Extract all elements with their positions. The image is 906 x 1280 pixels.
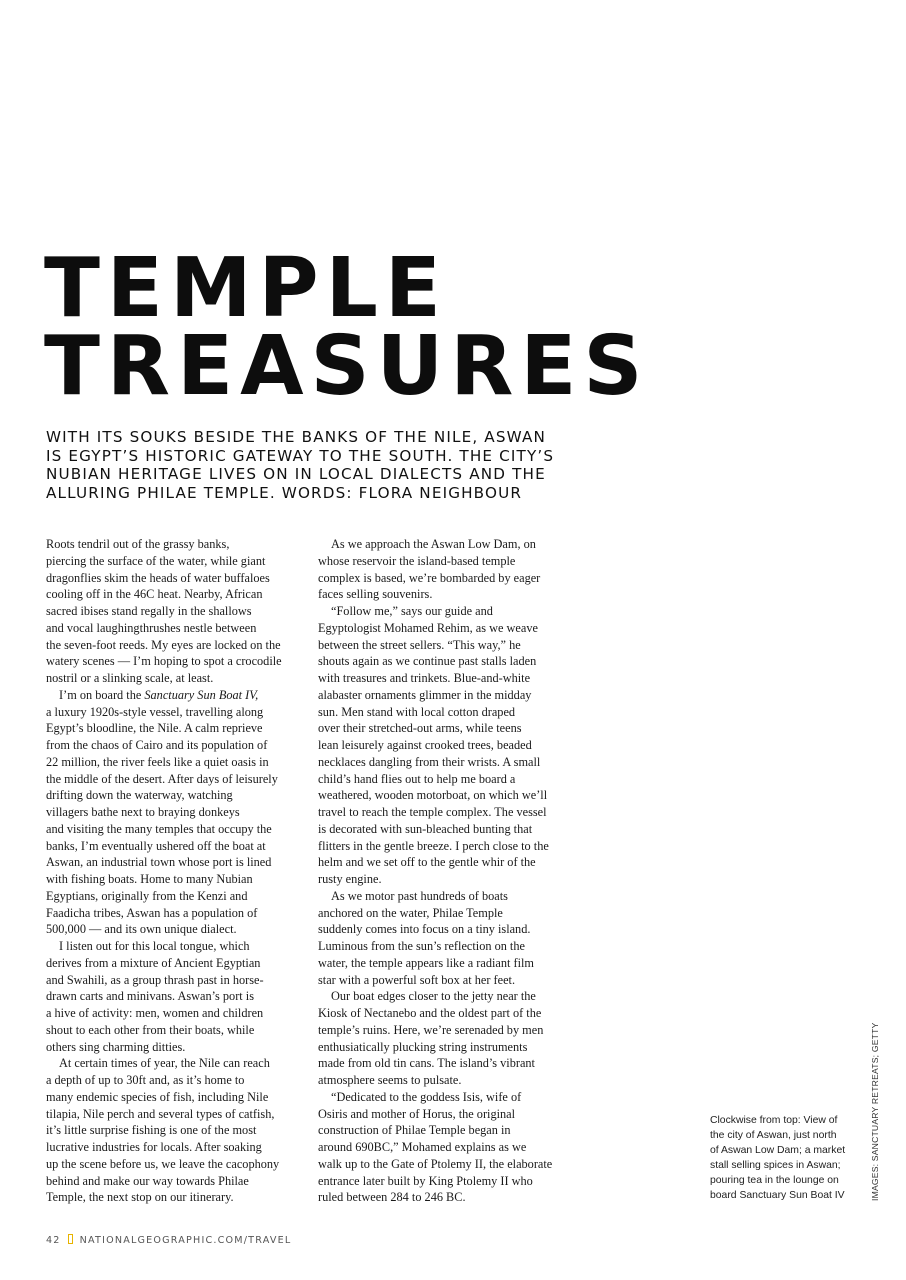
body-line: construction of Philae Temple began in [318, 1123, 511, 1138]
caption-line: stall selling spices in Aswan; [710, 1160, 841, 1172]
body-line: with treasures and trinkets. Blue-and-white [318, 671, 531, 685]
body-line: others sing charming ditties. [46, 1039, 186, 1054]
body-line: and vocal laughingthrushes nestle between [46, 620, 257, 635]
body-line: Roots tendril out of the grassy banks, [46, 537, 230, 551]
body-line: between the street sellers. “This way,” he [318, 637, 521, 652]
body-line-boat [46, 687, 306, 704]
body-line: with fishing boats. Home to many Nubian [46, 872, 253, 886]
body-line: behind and make our way towards Philae [46, 1173, 249, 1188]
caption-line: pouring tea in the lounge on [710, 1175, 839, 1187]
body-line: the middle of the desert. After days of leisurely [46, 771, 278, 786]
body-line: shout to each other from their boats, while [46, 1022, 255, 1037]
body-line: suddenly comes into focus on a tiny island. [318, 922, 531, 937]
body-line: ruled between 284 to 246 BC. [318, 1190, 466, 1205]
caption-line: the city of Aswan, just north [710, 1130, 837, 1142]
body-line: drifting down the waterway, watching [46, 788, 233, 803]
photo-caption [710, 1113, 860, 1204]
body-line: cooling off in the 46C heat. Nearby, African [46, 587, 263, 602]
body-line: 500,000 — and its own unique dialect. [46, 922, 237, 937]
body-line: I listen out for this local tongue, which [59, 939, 250, 953]
body-line: made from old tin cans. The island’s vibrant [318, 1056, 535, 1071]
body-line: derives from a mixture of Ancient Egyptian [46, 955, 261, 970]
body-line: anchored on the water, Philae Temple [318, 905, 503, 920]
body-line: At certain times of year, the Nile can reach [59, 1056, 270, 1071]
body-line: faces selling souvenirs. [318, 587, 433, 602]
standfirst-line: NUBIAN HERITAGE LIVES ON IN LOCAL DIALECTS AND THE [46, 465, 546, 484]
body-line: from the chaos of Cairo and its population of [46, 738, 268, 752]
page-footer [46, 1234, 291, 1246]
body-line: up the scene before us, we leave the cacophony [46, 1156, 280, 1171]
body-line: and Swahili, as a group thrash past in horse- [46, 972, 264, 987]
caption-line: of Aswan Low Dam; a market [710, 1145, 846, 1157]
body-line: piercing the surface of the water, while giant [46, 553, 266, 568]
body-line: is decorated with sun-bleached bunting that [318, 821, 533, 836]
footer-url: NATIONALGEOGRAPHIC.COM/TRAVEL [79, 1235, 292, 1246]
body-line: a hive of activity: men, women and children [46, 1006, 264, 1020]
body-line: drawn carts and minivans. Aswan’s port is [46, 989, 254, 1004]
body-line: banks, I’m eventually ushered off the boat at [46, 838, 266, 853]
body-line: a luxury 1920s-style vessel, travelling along [46, 704, 264, 719]
body-line: shouts again as we continue past stalls laden [318, 654, 537, 669]
body-line: temple’s ruins. Here, we’re serenaded by men [318, 1022, 544, 1037]
body-line: villagers bathe next to braying donkeys [46, 805, 240, 819]
body-line: travel to reach the temple complex. The vessel [318, 805, 547, 819]
body-line: necklaces dangling from their wrists. A small [318, 754, 541, 769]
body-line: walk up to the Gate of Ptolemy II, the elaborate [318, 1156, 553, 1171]
body-line: sacred ibises stand regally in the shallows [46, 604, 252, 618]
body-line: rusty engine. [318, 872, 382, 886]
body-line: alabaster ornaments glimmer in the midday [318, 687, 532, 702]
body-line: weathered, wooden motorboat, on which we’ll [318, 788, 548, 803]
body-line: “Dedicated to the goddess Isis, wife of [331, 1089, 522, 1104]
headline-line-1: TEMPLE [44, 241, 448, 336]
body-line: Osiris and mother of Horus, the original [318, 1106, 516, 1121]
standfirst-line: IS EGYPT’S HISTORIC GATEWAY TO THE SOUTH. THE CITY’S [46, 446, 555, 465]
body-line: water, the temple appears like a radiant film [318, 955, 534, 970]
separator-icon [68, 1234, 73, 1244]
body-line: Kiosk of Nectanebo and the oldest part of the [318, 1006, 542, 1020]
body-line: dragonflies skim the heads of water buffaloes [46, 570, 270, 585]
body-line: over their stretched-out arms, while teens [318, 721, 522, 736]
body-line: tilapia, Nile perch and several types of catfish, [46, 1106, 275, 1121]
body-line: atmosphere seems to pulsate. [318, 1073, 462, 1087]
body-line: the seven-foot reeds. My eyes are locked on the [46, 637, 281, 652]
body-line: lean leisurely against crooked trees, beaded [318, 738, 532, 752]
body-line: lucrative industries for locals. After soaking [46, 1140, 262, 1154]
page-number: 42 [46, 1235, 61, 1246]
body-line: watery scenes — I’m hoping to spot a crocodile [46, 654, 282, 669]
body-line: a depth of up to 30ft and, as it’s home to [46, 1073, 245, 1087]
standfirst-line: WITH ITS SOUKS BESIDE THE BANKS OF THE NILE, ASWAN [46, 428, 547, 446]
standfirst [46, 428, 586, 502]
body-line: Luminous from the sun’s reflection on the [318, 939, 525, 953]
headline [44, 241, 650, 414]
body-line: flitters in the gentle breeze. I perch close to the [318, 838, 549, 853]
body-line: “Follow me,” says our guide and [331, 604, 493, 618]
body-line: around 690BC,” Mohamed explains as we [318, 1140, 527, 1154]
body-line: sun. Men stand with local cotton draped [318, 704, 516, 719]
body-line: complex is based, we’re bombarded by eager [318, 570, 541, 585]
body-line: Our boat edges closer to the jetty near the [331, 989, 536, 1004]
caption-line: Clockwise from top: View of [710, 1115, 838, 1126]
boat-line-text: I’m on board the [59, 687, 145, 702]
body-line: Faadicha tribes, Aswan has a population of [46, 905, 258, 920]
body-line: Temple, the next stop on our itinerary. [46, 1190, 234, 1205]
caption-line: board Sanctuary Sun Boat IV [710, 1190, 845, 1202]
body-column-1 [46, 536, 306, 1206]
body-line: and visiting the many temples that occupy the [46, 821, 272, 836]
body-line: enthusiatically plucking string instruments [318, 1039, 528, 1054]
image-credit: IMAGES: SANCTUARY RETREATS; GETTY [870, 1022, 880, 1201]
body-line: 22 million, the river feels like a quiet oasis in [46, 754, 269, 769]
standfirst-line: ALLURING PHILAE TEMPLE. WORDS: FLORA NEIGHBOUR [46, 483, 523, 502]
body-column-2 [318, 536, 578, 1206]
body-line: helm and we set off to the gentle whir of the [318, 855, 536, 870]
body-line: Egyptians, originally from the Kenzi and [46, 888, 248, 903]
body-line: star with a powerful soft box at her feet. [318, 972, 516, 987]
body-line: many endemic species of fish, including Nile [46, 1089, 269, 1104]
boat-name: Sanctuary Sun Boat IV, [144, 687, 259, 702]
headline-line-2: TREASURES [44, 319, 650, 414]
body-line: As we motor past hundreds of boats [331, 888, 508, 903]
body-line: whose reservoir the island-based temple [318, 553, 516, 568]
body-line: entrance later built by King Ptolemy II who [318, 1173, 533, 1188]
body-line: child’s hand flies out to help me board a [318, 771, 516, 786]
body-line: As we approach the Aswan Low Dam, on [331, 537, 536, 551]
body-line: nostril or a slinking scale, at least. [46, 671, 214, 685]
body-line: Egyptologist Mohamed Rehim, as we weave [318, 620, 538, 635]
body-line: it’s little surprise fishing is one of the most [46, 1123, 257, 1138]
body-line: Aswan, an industrial town whose port is lined [46, 855, 272, 870]
body-line: Egypt’s bloodline, the Nile. A calm reprieve [46, 721, 263, 736]
